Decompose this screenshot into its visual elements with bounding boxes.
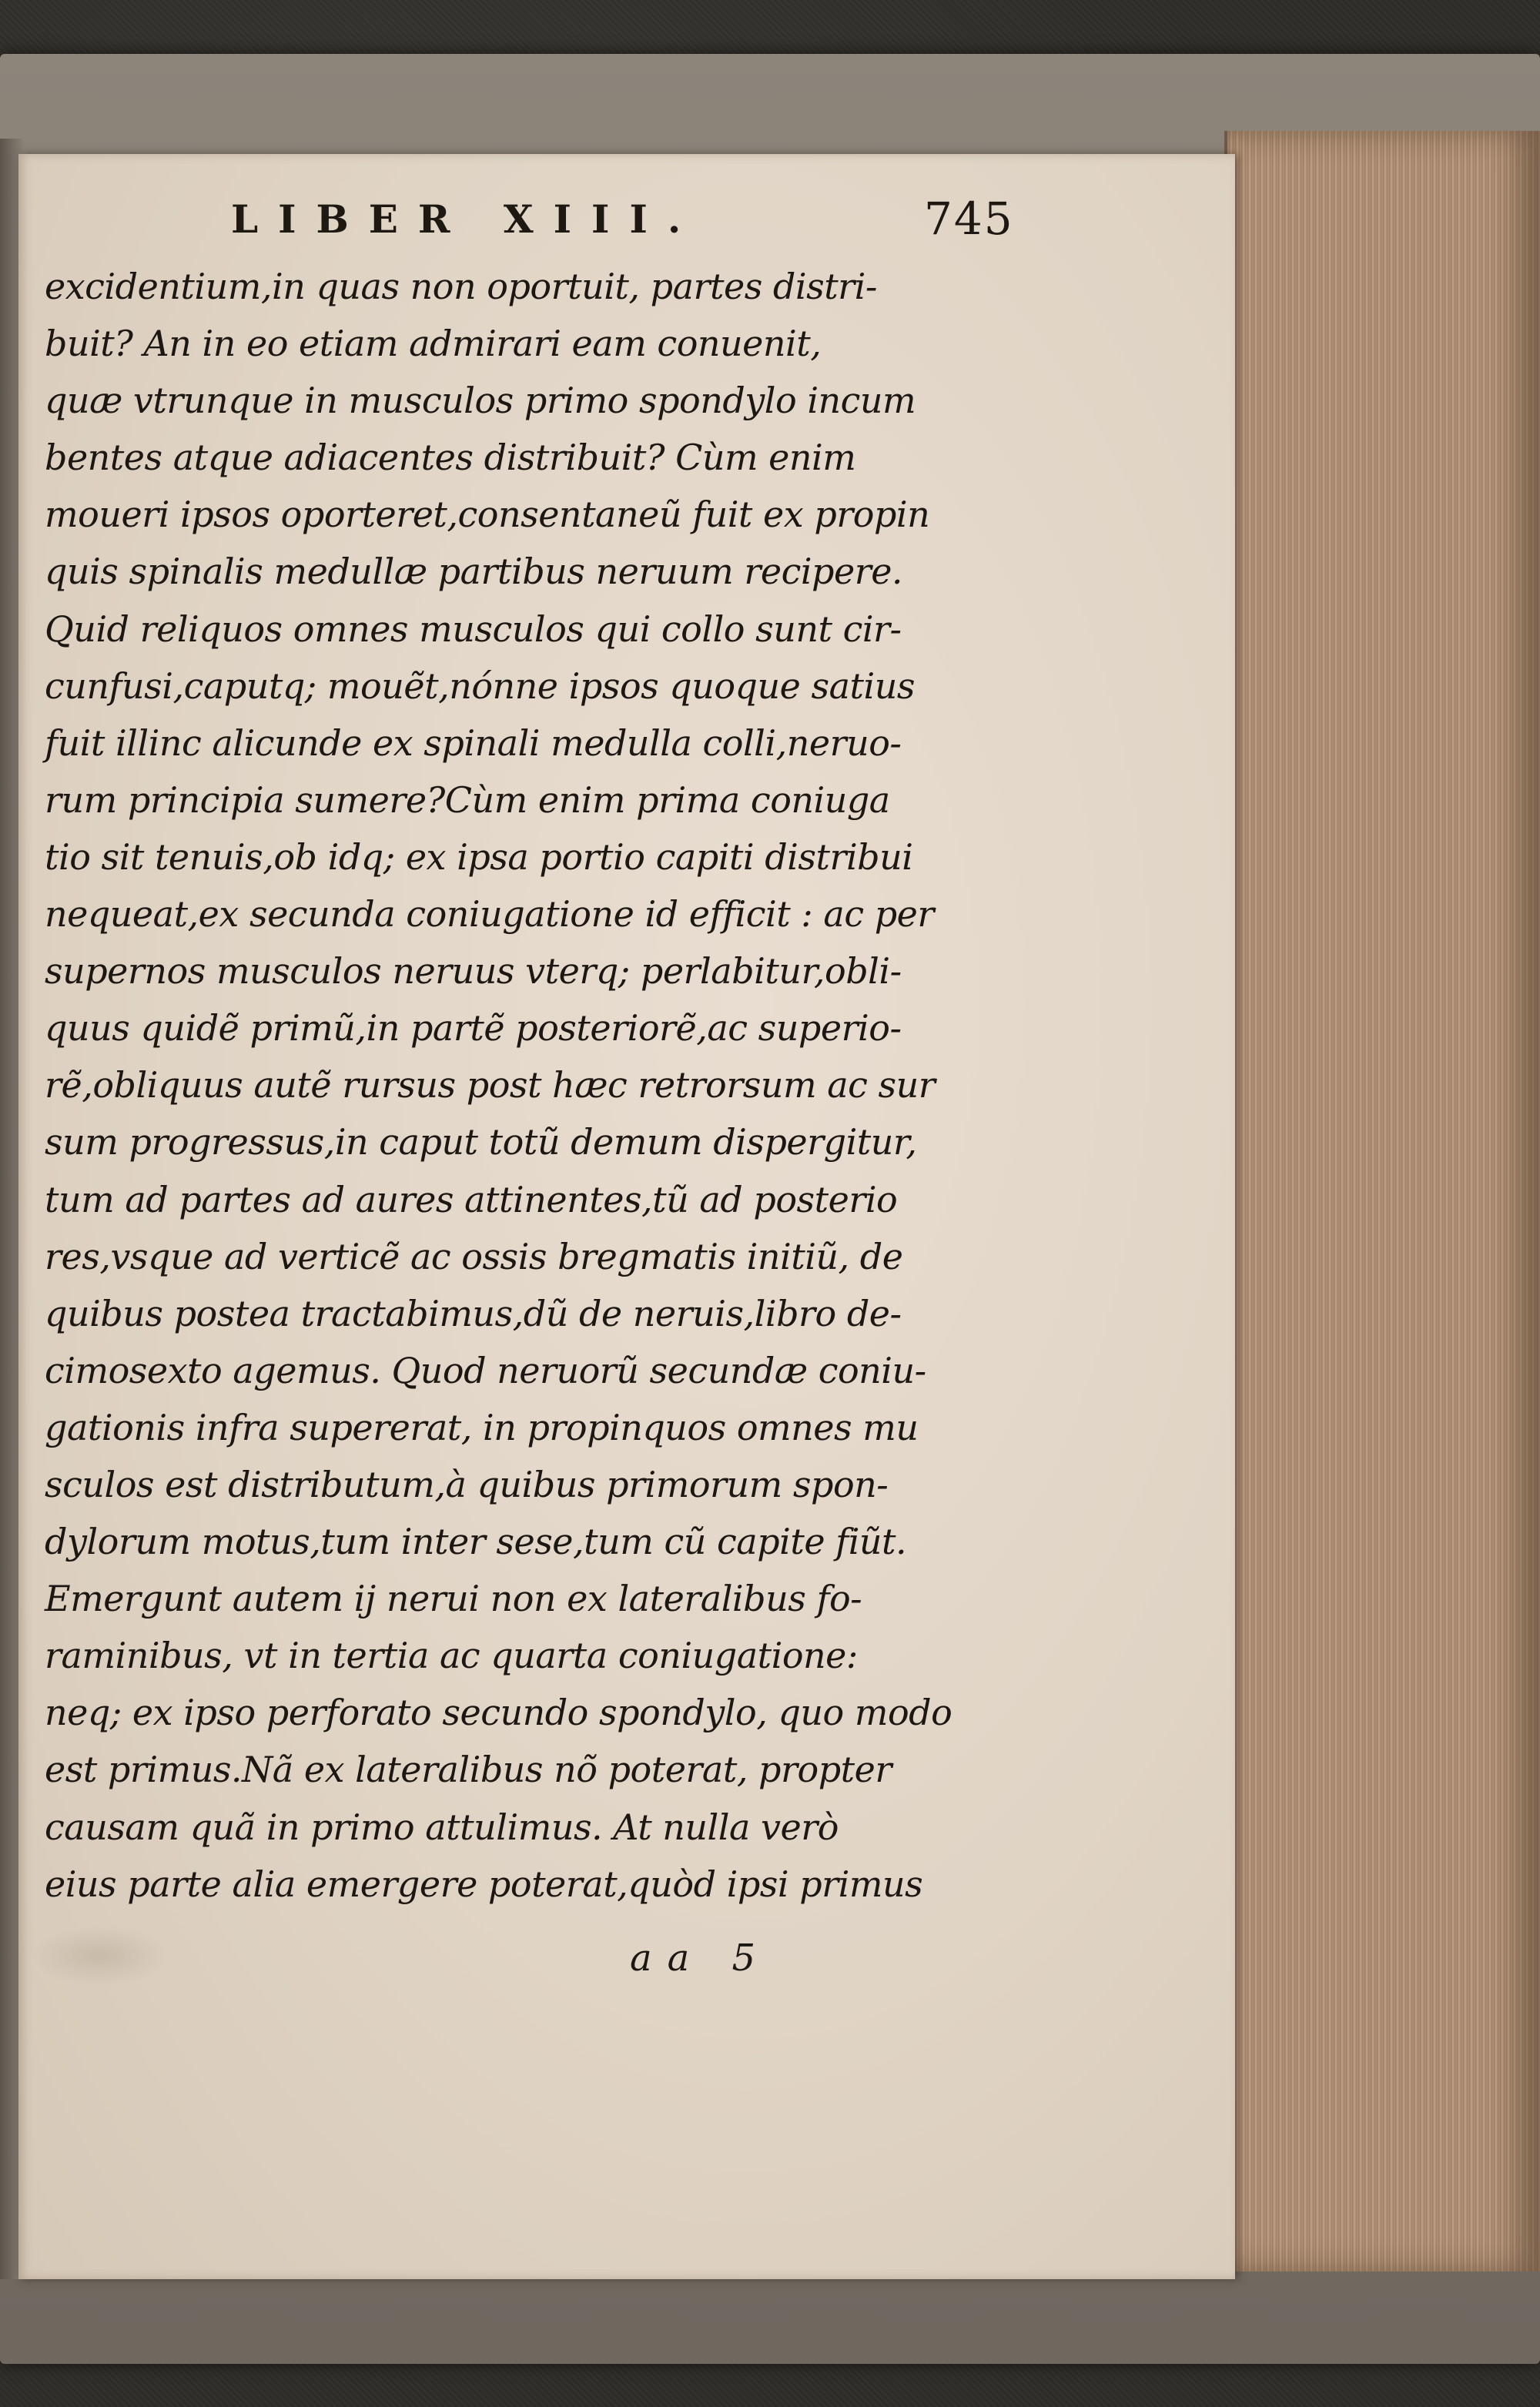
text-line: causam quã in primo attulimus. At nulla verò bbox=[45, 1806, 839, 1848]
text-line: neq; ex ipso perforato secundo spondylo, quo modo bbox=[45, 1692, 952, 1734]
text-line: buit? An in eo etiam admirari eam conuenit, bbox=[45, 323, 822, 365]
text-line: quibus postea tractabimus,dũ de neruis,libro de- bbox=[45, 1292, 902, 1334]
text-line: quæ vtrunque in musculos primo spondylo incum bbox=[45, 380, 916, 422]
page-fore-edge bbox=[1224, 131, 1540, 2271]
text-line: raminibus, vt in tertia ac quarta coniugatione: bbox=[45, 1635, 858, 1677]
text-line: Quid reliquos omnes musculos qui collo sunt cir- bbox=[45, 608, 902, 650]
text-line: excidentium,in quas non oportuit, partes distri- bbox=[45, 266, 877, 307]
text-line: dylorum motus,tum inter sese,tum cũ capite fiũt. bbox=[45, 1521, 907, 1563]
text-line: est primus.Nã ex lateralibus nõ poterat, propter bbox=[45, 1749, 892, 1791]
text-line: bentes atque adiacentes distribuit? Cùm enim bbox=[45, 437, 856, 479]
text-line: rum principia sumere?Cùm enim prima coniuga bbox=[45, 778, 890, 821]
text-line: res,vsque ad verticẽ ac ossis bregmatis initiũ, de bbox=[45, 1235, 903, 1277]
text-line: nequeat,ex secunda coniugatione id efficit : ac per bbox=[45, 893, 934, 936]
text-line: cunfusi,caputq; mouẽt,nónne ipsos quoque satius bbox=[45, 665, 915, 707]
text-line: sum progressus,in caput totũ demum dispergitur, bbox=[45, 1121, 917, 1163]
text-line: gationis infra supererat, in propinquos omnes mu bbox=[45, 1406, 919, 1448]
text-line: tio sit tenuis,ob idq; ex ipsa portio capiti distribui bbox=[45, 835, 913, 878]
text-line: quus quidẽ primũ,in partẽ posteriorẽ,ac superio- bbox=[45, 1007, 902, 1050]
running-head: LIBER XIII. bbox=[231, 196, 701, 242]
text-line: rẽ,obliquus autẽ rursus post hæc retrorsum ac sur bbox=[45, 1064, 936, 1106]
page-smudge bbox=[31, 1925, 169, 1987]
text-line: fuit illinc alicunde ex spinali medulla colli,neruo- bbox=[45, 721, 902, 764]
text-line: sculos est distributum,à quibus primorum spon- bbox=[45, 1463, 889, 1505]
signature-mark: aa 5 bbox=[630, 1937, 772, 1980]
text-line: cimosexto agemus. Quod neruorũ secundæ coniu- bbox=[45, 1349, 926, 1391]
text-line: tum ad partes ad aures attinentes,tũ ad posterio bbox=[45, 1178, 898, 1220]
body-text bbox=[45, 258, 961, 1913]
text-line: quis spinalis medullæ partibus neruum recipere. bbox=[45, 551, 903, 593]
page-number: 745 bbox=[924, 192, 1014, 245]
text-line: Emergunt autem ij nerui non ex lateralibus fo- bbox=[45, 1578, 862, 1620]
text-line: eius parte alia emergere poterat,quòd ipsi primus bbox=[45, 1863, 923, 1905]
text-line: moueri ipsos oporteret,consentaneũ fuit ex propin bbox=[45, 494, 930, 536]
text-line: supernos musculos neruus vterq; perlabitur,obli- bbox=[45, 950, 902, 993]
